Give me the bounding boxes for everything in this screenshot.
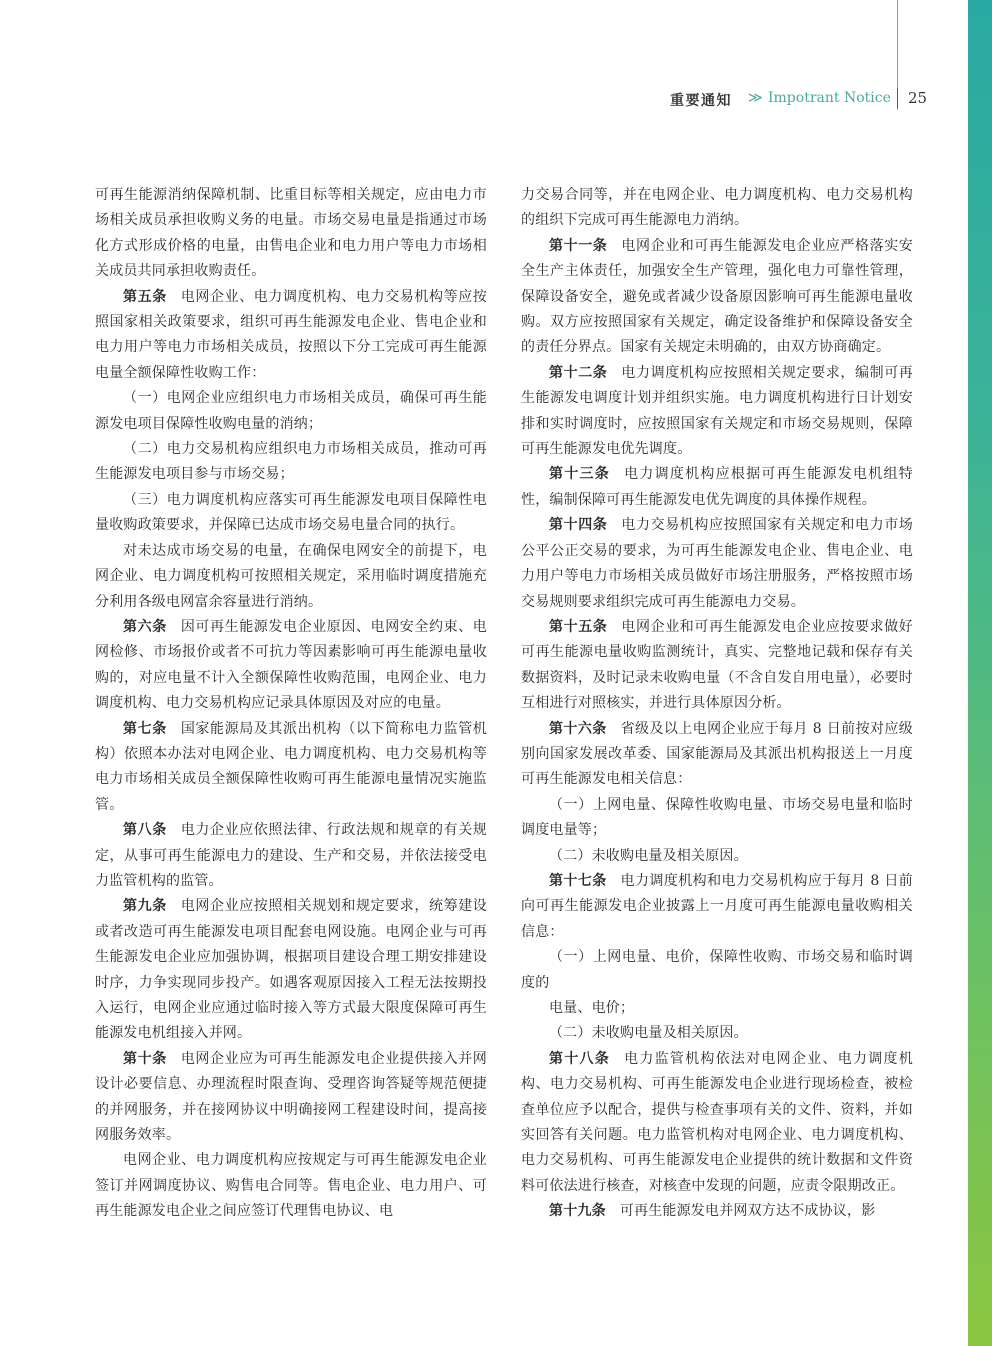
- paragraph: （一）电网企业应组织电力市场相关成员，确保可再生能源发电项目保障性收购电量的消纳；: [95, 390, 487, 432]
- paragraph: （二）未收购电量及相关原因。: [549, 847, 748, 864]
- article-number: 第十九条: [549, 1203, 606, 1220]
- paragraph: 可再生能源消纳保障机制、比重目标等相关规定，应由电力市场相关成员承担收购义务的电量。市场交易电量是指通过市场化方式形成价格的电量，由售电企业和电力用户等电力市场相关成员共同承担收购责任。: [95, 187, 487, 280]
- paragraph: 电量、电价；: [549, 1000, 635, 1016]
- paragraph: （二）电力交易机构应组织电力市场相关成员，推动可再生能源发电项目参与市场交易；: [95, 441, 487, 483]
- article-paragraph: 第十条 电网企业应为可再生能源发电企业提供接入并网设计必要信息、办理流程时限查询、受理咨询答疑等规范便捷的并网服务，并在接网协议中明确接网工程建设时间，提高接网服务效率。: [95, 1050, 488, 1144]
- article-number: 第十二条: [549, 364, 608, 381]
- article-number: 第十五条: [549, 618, 608, 635]
- article-paragraph: 第十七条 电力调度机构和电力交易机构应于每月 8 日前向可再生能源发电企业披露上一月度可再生能源电量收购相关信息：: [521, 872, 913, 940]
- article-paragraph: 第七条 国家能源局及其派出机构（以下简称电力监管机构）依照本办法对电网企业、电力调度机构、电力交易机构等电力市场相关成员全额保障性收购可再生能源电量情况实施监管。: [95, 720, 488, 813]
- article-number: 第八条: [123, 822, 167, 839]
- running-header: [600, 88, 930, 110]
- article-paragraph: 第十五条 电网企业和可再生能源发电企业应按要求做好可再生能源电量收购监测统计，真实、完整地记载和保存有关数据资料，及时记录未收购电量（不含自发自用电量），必要时互相进行对照核实，并进行具体原因分析。: [521, 618, 913, 712]
- article-number: 第六条: [123, 618, 167, 635]
- paragraph: （一）上网电量、保障性收购电量、市场交易电量和临时调度电量等；: [521, 796, 913, 839]
- article-number: 第七条: [123, 720, 167, 737]
- article-number: 第十三条: [549, 466, 611, 483]
- paragraph: 力交易合同等，并在电网企业、电力调度机构、电力交易机构的组织下完成可再生能源电力消纳。: [521, 187, 913, 229]
- header-divider: [897, 88, 898, 108]
- right-column: [521, 183, 913, 1225]
- header-title-cn: 重要通知: [670, 93, 732, 109]
- article-paragraph: 第九条 电网企业应按照相关规划和规定要求，统筹建设或者改造可再生能源发电项目配套电网设施。电网企业与可再生能源发电企业应加强协调，根据项目建设合理工期安排建设时序，力争实现同步投产。如遇客观原因接入工程无法按期投入运行，电网企业应通过临时接入等方式最大限度保障可再生能源发电机组接入并网。: [95, 898, 488, 1042]
- article-number: 第十七条: [549, 872, 607, 889]
- article-number: 第十六条: [549, 720, 607, 737]
- article-paragraph: 第八条 电力企业应依照法律、行政法规和规章的有关规定，从事可再生能源电力的建设、生产和交易，并依法接受电力监管机构的监管。: [95, 822, 488, 889]
- header-title-en: Impotrant Notice: [768, 90, 891, 106]
- article-paragraph: 第十四条 电力交易机构应按照国家有关规定和电力市场公平公正交易的要求，为可再生能源发电企业、售电企业、电力用户等电力市场相关成员做好市场注册服务，严格按照市场交易规则要求组织完成可再生能源电力交易。: [521, 517, 913, 610]
- article-paragraph: 第十二条 电力调度机构应按照相关规定要求，编制可再生能源发电调度计划并组织实施。电力调度机构进行日计划安排和实时调度时，应按照国家有关规定和市场交易规则，保障可再生能源发电优先调度。: [521, 364, 913, 458]
- article-paragraph: 第十六条 省级及以上电网企业应于每月 8 日前按对应级别向国家发展改革委、国家能源局及其派出机构报送上一月度可再生能源发电相关信息：: [521, 720, 913, 788]
- decorative-gradient-bar: [968, 0, 992, 1346]
- page-number: 25: [908, 89, 928, 107]
- article-paragraph: 第五条 电网企业、电力调度机构、电力交易机构等应按照国家相关政策要求，组织可再生能源发电企业、售电企业和电力用户等电力市场相关成员，按照以下分工完成可再生能源电量全额保障性收购工作：: [95, 288, 488, 381]
- article-number: 第十四条: [549, 517, 608, 534]
- article-number: 第十一条: [549, 237, 608, 254]
- article-paragraph: 第十三条 电力调度机构应根据可再生能源发电机组特性，编制保障可再生能源发电优先调度的具体操作规程。: [521, 466, 913, 508]
- paragraph: （三）电力调度机构应落实可再生能源发电项目保障性电量收购政策要求，并保障已达成市场交易电量合同的执行。: [95, 491, 487, 534]
- paragraph: 电网企业、电力调度机构应按规定与可再生能源发电企业签订并网调度协议、购售电合同等。售电企业、电力用户、可再生能源发电企业之间应签订代理售电协议、电: [95, 1152, 487, 1220]
- article-paragraph: 第六条 因可再生能源发电企业原因、电网安全约束、电网检修、市场报价或者不可抗力等因素影响可再生能源电量收购的，对应电量不计入全额保障性收购范围，电网企业、电力调度机构、电力交易机构应记录具体原因及对应的电量。: [95, 618, 488, 712]
- article-number: 第五条: [123, 288, 167, 305]
- article-number: 第十条: [123, 1050, 167, 1067]
- article-number: 第九条: [123, 898, 167, 915]
- paragraph: 对未达成市场交易的电量，在确保电网安全的前提下，电网企业、电力调度机构可按照相关规定，采用临时调度措施充分利用各级电网富余容量进行消纳。: [95, 542, 487, 610]
- paragraph: （二）未收购电量及相关原因。: [549, 1025, 748, 1042]
- article-paragraph: 第十一条 电网企业和可再生能源发电企业应严格落实安全生产主体责任，加强安全生产管理，强化电力可靠性管理，保障设备安全，避免或者减少设备原因影响可再生能源电量收购。双方应按照国家有关规定，确定设备维护和保障设备安全的责任分界点。国家有关规定未明确的，由双方协商确定。: [521, 237, 913, 356]
- article-number: 第十八条: [549, 1050, 611, 1067]
- article-paragraph: 第十九条 可再生能源发电并网双方达不成协议，影: [549, 1203, 876, 1220]
- paragraph: （一）上网电量、电价，保障性收购、市场交易和临时调度的: [521, 949, 913, 991]
- article-paragraph: 第十八条 电力监管机构依法对电网企业、电力调度机构、电力交易机构、可再生能源发电企业进行现场检查，被检查单位应予以配合，提供与检查事项有关的文件、资料，并如实回答有关问题。电力监管机构对电网企业、电力调度机构、电力交易机构、可再生能源发电企业提供的统计数据和文件资料可依法进行核查，对核查中发现的问题，应责令限期改正。: [521, 1050, 913, 1194]
- left-column: [95, 183, 487, 1225]
- double-chevron-icon: ≫: [748, 90, 763, 106]
